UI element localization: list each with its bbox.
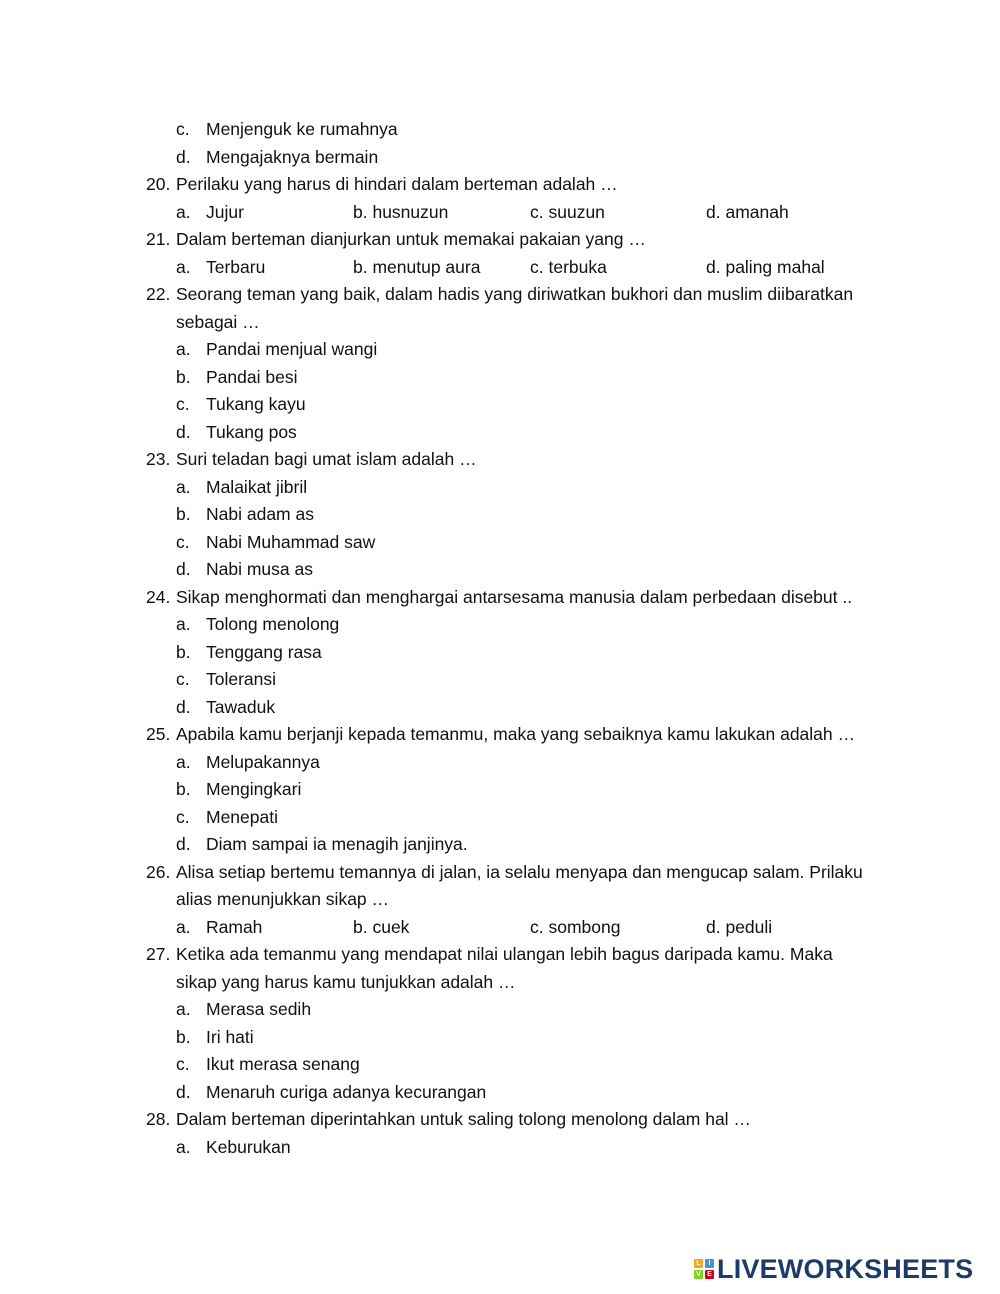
option-text[interactable]: c. terbuka: [530, 256, 607, 277]
option-item[interactable]: [0, 776, 1000, 804]
option-text[interactable]: Merasa sedih: [206, 999, 312, 1019]
option-letter[interactable]: a.: [176, 614, 191, 634]
question-26: [0, 859, 1000, 942]
option-text[interactable]: Menjenguk ke rumahnya: [206, 119, 398, 139]
question-27: [0, 941, 1000, 1106]
question-text-continued: alias menunjukkan sikap …: [176, 889, 390, 909]
option-item[interactable]: [0, 804, 1000, 832]
question-22: [0, 281, 1000, 446]
question-21: [0, 226, 1000, 281]
liveworksheets-logo-icon: [694, 1259, 714, 1279]
option-letter[interactable]: c.: [176, 806, 190, 827]
option-text[interactable]: Menepati: [206, 806, 278, 827]
option-item[interactable]: [0, 1134, 1000, 1162]
question-line-continued: [0, 969, 1000, 997]
option-letter[interactable]: c.: [176, 1054, 190, 1074]
question-line: [0, 859, 1000, 887]
option-text[interactable]: Pandai menjual wangi: [206, 339, 378, 359]
option-item[interactable]: [0, 1079, 1000, 1107]
option-item[interactable]: [0, 116, 1000, 144]
liveworksheets-wordmark: LIVEWORKSHEETS: [717, 1253, 974, 1284]
option-letter[interactable]: c.: [176, 531, 190, 552]
option-item[interactable]: [0, 391, 1000, 419]
option-text[interactable]: Mengingkari: [206, 779, 302, 799]
option-text[interactable]: Toleransi: [206, 669, 277, 689]
option-text[interactable]: Malaikat jibril: [206, 476, 308, 497]
option-letter[interactable]: d.: [176, 696, 191, 717]
options-row: [0, 914, 1000, 942]
question-number: 26.: [146, 861, 171, 882]
option-letter[interactable]: a.: [176, 476, 191, 497]
question-number: 22.: [146, 284, 171, 304]
question-cont: [0, 116, 1000, 171]
question-text: Perilaku yang harus di hindari dalam berteman adalah …: [176, 174, 618, 194]
option-item[interactable]: [0, 831, 1000, 859]
logo-tile-i: I: [705, 1259, 714, 1268]
option-item[interactable]: [0, 639, 1000, 667]
logo-tile-e: E: [705, 1270, 714, 1279]
option-letter[interactable]: d.: [176, 834, 191, 854]
option-letter[interactable]: b.: [176, 504, 191, 524]
option-letter[interactable]: d.: [176, 421, 191, 442]
option-text[interactable]: Melupakannya: [206, 751, 320, 772]
question-28: [0, 1106, 1000, 1161]
question-24: [0, 584, 1000, 722]
question-line: [0, 226, 1000, 254]
question-line: [0, 1106, 1000, 1134]
question-text-continued: sikap yang harus kamu tunjukkan adalah …: [176, 971, 516, 992]
question-text-continued: sebagai …: [176, 311, 260, 332]
option-text[interactable]: Jujur: [206, 201, 244, 222]
question-number: 28.: [146, 1109, 171, 1129]
option-text[interactable]: c. suuzun: [530, 201, 605, 222]
option-text[interactable]: Ramah: [206, 916, 263, 937]
option-item[interactable]: [0, 749, 1000, 777]
option-text[interactable]: Nabi Muhammad saw: [206, 531, 376, 552]
option-letter[interactable]: c.: [176, 669, 190, 689]
option-text[interactable]: b. menutup aura: [353, 256, 481, 277]
option-text[interactable]: Nabi musa as: [206, 559, 313, 579]
option-item[interactable]: [0, 336, 1000, 364]
question-25: [0, 721, 1000, 859]
question-line-continued: [0, 309, 1000, 337]
option-letter[interactable]: b.: [176, 641, 191, 662]
question-text: Dalam berteman dianjurkan untuk memakai pakaian yang …: [176, 229, 646, 249]
question-text: Ketika ada temanmu yang mendapat nilai ulangan lebih bagus daripada kamu. Maka: [176, 944, 833, 964]
option-text[interactable]: Tukang pos: [206, 421, 297, 442]
option-item[interactable]: [0, 611, 1000, 639]
options-row: [0, 199, 1000, 227]
option-item[interactable]: [0, 419, 1000, 447]
option-letter[interactable]: b.: [176, 366, 191, 387]
option-item[interactable]: [0, 556, 1000, 584]
option-text[interactable]: Iri hati: [206, 1026, 254, 1047]
option-letter[interactable]: c.: [176, 119, 190, 139]
question-20: [0, 171, 1000, 226]
option-letter[interactable]: a.: [176, 999, 191, 1019]
question-line-continued: [0, 886, 1000, 914]
option-text[interactable]: Keburukan: [206, 1136, 291, 1157]
logo-tile-v: V: [694, 1270, 703, 1279]
question-text: Suri teladan bagi umat islam adalah …: [176, 449, 477, 469]
question-text: Alisa setiap bertemu temannya di jalan, ia selalu menyapa dan mengucap salam. Prilaku: [176, 861, 863, 882]
question-23: [0, 446, 1000, 584]
option-text[interactable]: Menaruh curiga adanya kecurangan: [206, 1081, 487, 1102]
option-text[interactable]: d. peduli: [706, 916, 773, 937]
worksheet-page: [0, 116, 1000, 1161]
option-text[interactable]: Mengajaknya bermain: [206, 146, 379, 167]
option-letter[interactable]: a.: [176, 916, 191, 937]
option-letter[interactable]: b.: [176, 779, 191, 799]
option-letter[interactable]: b.: [176, 1026, 191, 1047]
option-text[interactable]: d. paling mahal: [706, 256, 825, 277]
option-letter[interactable]: c.: [176, 394, 190, 414]
option-letter[interactable]: a.: [176, 256, 191, 277]
option-text[interactable]: Pandai besi: [206, 366, 298, 387]
question-line: [0, 171, 1000, 199]
question-line: [0, 446, 1000, 474]
question-line: [0, 941, 1000, 969]
question-text: Sikap menghormati dan menghargai antarsesama manusia dalam perbedaan disebut ..: [176, 586, 853, 607]
option-item[interactable]: [0, 501, 1000, 529]
option-letter[interactable]: d.: [176, 146, 191, 167]
question-number: 25.: [146, 724, 171, 744]
option-text[interactable]: Tolong menolong: [206, 614, 340, 634]
option-item[interactable]: [0, 529, 1000, 557]
option-text[interactable]: b. cuek: [353, 916, 410, 937]
question-text: Seorang teman yang baik, dalam hadis yang diriwatkan bukhori dan muslim diibaratkan: [176, 284, 854, 304]
option-letter[interactable]: a.: [176, 751, 191, 772]
option-item[interactable]: [0, 694, 1000, 722]
question-line: [0, 721, 1000, 749]
option-item[interactable]: [0, 666, 1000, 694]
option-item[interactable]: [0, 1051, 1000, 1079]
question-number: 27.: [146, 944, 171, 964]
option-item[interactable]: [0, 996, 1000, 1024]
option-text[interactable]: Nabi adam as: [206, 504, 314, 524]
option-letter[interactable]: a.: [176, 201, 191, 222]
option-text[interactable]: b. husnuzun: [353, 201, 449, 222]
option-text[interactable]: c. sombong: [530, 916, 621, 937]
option-text[interactable]: Tukang kayu: [206, 394, 306, 414]
option-text[interactable]: Tenggang rasa: [206, 641, 322, 662]
option-letter[interactable]: a.: [176, 339, 191, 359]
question-number: 20.: [146, 174, 171, 194]
option-letter[interactable]: a.: [176, 1136, 191, 1157]
option-text[interactable]: Terbaru: [206, 256, 266, 277]
liveworksheets-logo[interactable]: [694, 1254, 973, 1284]
question-text: Dalam berteman diperintahkan untuk saling tolong menolong dalam hal …: [176, 1109, 751, 1129]
option-text[interactable]: Ikut merasa senang: [206, 1054, 360, 1074]
question-number: 21.: [146, 229, 171, 249]
option-item[interactable]: [0, 474, 1000, 502]
question-number: 24.: [146, 586, 171, 607]
option-letter[interactable]: d.: [176, 1081, 191, 1102]
options-row: [0, 254, 1000, 282]
option-text[interactable]: Diam sampai ia menagih janjinya.: [206, 834, 468, 854]
option-text[interactable]: d. amanah: [706, 201, 789, 222]
option-item[interactable]: [0, 364, 1000, 392]
question-number: 23.: [146, 449, 171, 469]
question-line: [0, 281, 1000, 309]
question-text: Apabila kamu berjanji kepada temanmu, maka yang sebaiknya kamu lakukan adalah …: [176, 724, 856, 744]
option-letter[interactable]: d.: [176, 559, 191, 579]
option-text[interactable]: Tawaduk: [206, 696, 276, 717]
option-item[interactable]: [0, 1024, 1000, 1052]
logo-tile-l: L: [694, 1259, 703, 1268]
option-item[interactable]: [0, 144, 1000, 172]
question-line: [0, 584, 1000, 612]
